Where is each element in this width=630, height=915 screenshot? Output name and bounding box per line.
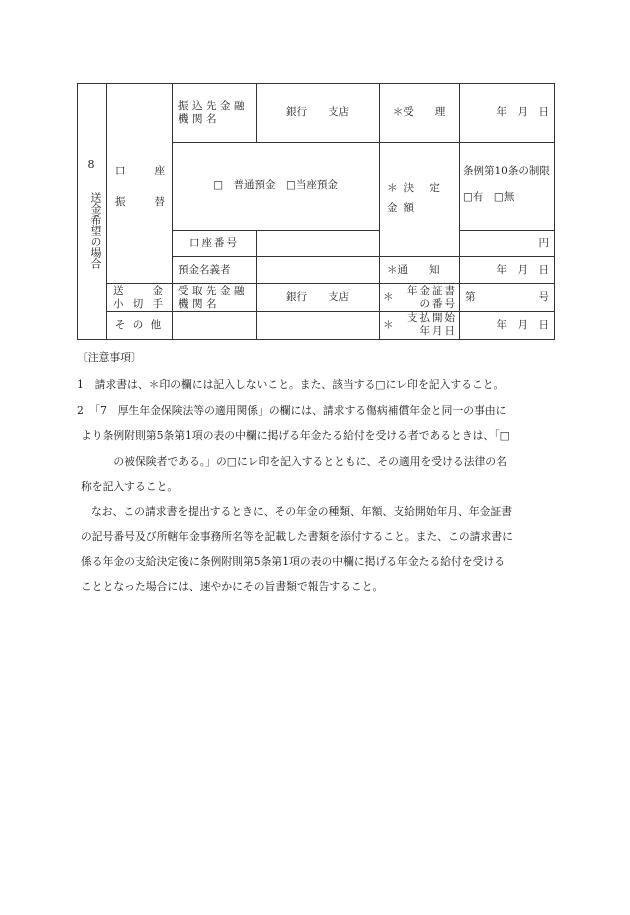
deposit-type-options: □ 普通預金 □当座預金 xyxy=(213,179,338,191)
note-line: こととなった場合には、速やかにその旨書類で報告すること。 xyxy=(81,580,384,593)
receiver-bank-label: 受取先金融機関名 xyxy=(178,285,248,310)
receiver-bank-value: 銀行 支店 xyxy=(286,291,349,303)
account-label-b: 振 替 xyxy=(115,196,165,208)
section-title: 送金希望の場合 xyxy=(89,191,102,269)
bank-name-value: 銀行 支店 xyxy=(286,106,349,118)
note-line: 1 請求書は、＊印の欄には記入しないこと。また、該当する□にレ印を記入すること。 xyxy=(77,378,505,391)
note-line: なお、この請求書を提出するときに、その年金の種類、年額、支給開始年月、年金証書 xyxy=(91,505,513,518)
cert-star: ＊ xyxy=(383,291,394,303)
yen-unit: 円 xyxy=(538,237,549,249)
remittance-form-table xyxy=(77,83,555,340)
receipt-date: 年 月 日 xyxy=(496,106,549,118)
note-line: 2 「7 厚生年金保険法等の適用関係」の欄には、請求する傷病補償年金と同一の事由に xyxy=(77,404,507,417)
bank-name-label: 振込先金融機関名 xyxy=(178,100,248,125)
pay-start-date: 年 月 日 xyxy=(496,319,549,331)
cert-go: 号 xyxy=(538,291,549,303)
note-line: の被保険者である。」の□にレ印を記入するとともに、その適用を受ける法律の名 xyxy=(81,455,507,468)
notes-heading: 〔注意事項〕 xyxy=(77,351,142,364)
account-label-a: 口 座 xyxy=(115,165,165,177)
note-line: より条例附則第5条第1項の表の中欄に掲げる年金たる給付を受ける者であるときは、「□ xyxy=(81,429,510,442)
receipt-label: ＊受 理 xyxy=(392,106,446,118)
section-number: 8 xyxy=(87,158,95,171)
note-line: の記号番号及び所轄年金事務所名等を記載した書類を添付すること。また、この請求書に xyxy=(81,530,513,543)
note-line: 係る年金の支給決定後に条例附則第5条第1項の表の中欄に掲げる年金たる給付を受ける xyxy=(81,555,506,568)
cert-dai: 第 xyxy=(465,291,476,303)
account-number-label: 口座番号 xyxy=(189,237,239,249)
pay-start-star: ＊ xyxy=(383,319,394,331)
pay-start-label: 支払開始年月日 xyxy=(407,312,457,337)
note-line: 称を記入すること。 xyxy=(81,480,179,493)
notice-date: 年 月 日 xyxy=(496,264,549,276)
limit-text: 条例第10条の制限 xyxy=(463,165,550,177)
other-label: そ の 他 xyxy=(114,319,164,331)
notice-label: ＊通 知 xyxy=(387,264,440,276)
limit-options: □有 □無 xyxy=(463,191,515,203)
remittance-check-label: 送 金 小 切 手 xyxy=(113,285,167,310)
account-holder-label: 預金名義者 xyxy=(178,264,231,276)
decision-amount-label: ＊決 定 金額 xyxy=(387,182,446,214)
cert-number-label: 年金証書の番号 xyxy=(407,285,457,310)
